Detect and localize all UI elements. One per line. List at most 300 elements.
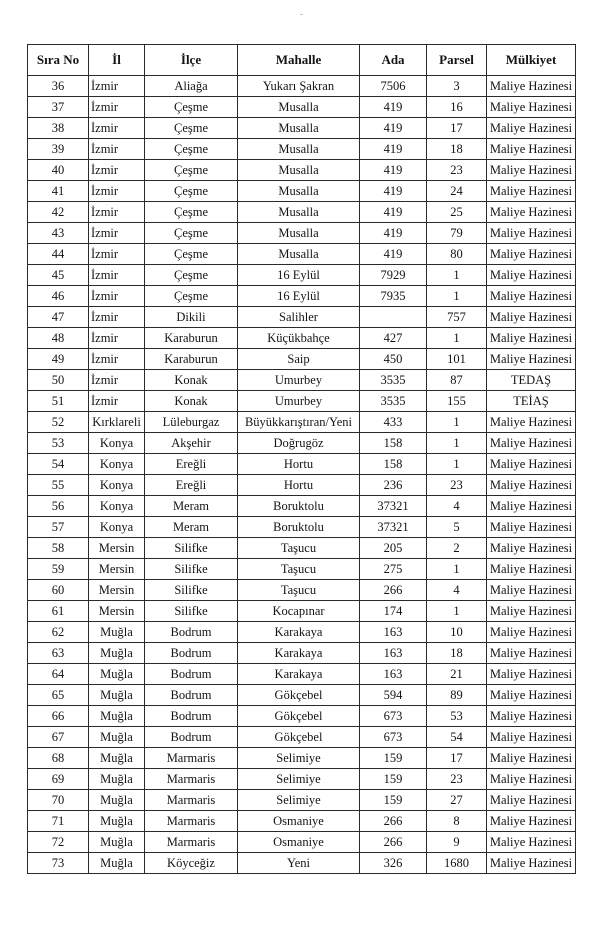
cell-sira-no: 53 <box>28 433 89 454</box>
cell-mulkiyet: Maliye Hazinesi <box>487 118 576 139</box>
cell-ada: 419 <box>360 97 427 118</box>
cell-mulkiyet: Maliye Hazinesi <box>487 643 576 664</box>
cell-parsel: 23 <box>427 475 487 496</box>
cell-mulkiyet: Maliye Hazinesi <box>487 727 576 748</box>
cell-sira-no: 69 <box>28 769 89 790</box>
cell-ilce: Çeşme <box>145 97 238 118</box>
cell-sira-no: 55 <box>28 475 89 496</box>
cell-ada: 266 <box>360 580 427 601</box>
cell-il: Muğla <box>89 853 145 874</box>
header-mahalle: Mahalle <box>238 45 360 76</box>
cell-il: Konya <box>89 433 145 454</box>
cell-mahalle: Karakaya <box>238 643 360 664</box>
table-row <box>28 118 576 139</box>
cell-ada: 673 <box>360 706 427 727</box>
cell-ilce: Lüleburgaz <box>145 412 238 433</box>
cell-il: Mersin <box>89 580 145 601</box>
cell-parsel: 4 <box>427 580 487 601</box>
cell-ilce: Ereğli <box>145 475 238 496</box>
cell-ada: 158 <box>360 454 427 475</box>
cell-ada: 236 <box>360 475 427 496</box>
cell-mulkiyet: Maliye Hazinesi <box>487 601 576 622</box>
cell-ada: 7929 <box>360 265 427 286</box>
cell-ada: 159 <box>360 790 427 811</box>
cell-sira-no: 52 <box>28 412 89 433</box>
cell-mahalle: 16 Eylül <box>238 286 360 307</box>
cell-il: Muğla <box>89 832 145 853</box>
table-row <box>28 265 576 286</box>
table-row <box>28 811 576 832</box>
cell-il: İzmir <box>89 370 145 391</box>
cell-mulkiyet: TEDAŞ <box>487 370 576 391</box>
cell-ilce: Meram <box>145 517 238 538</box>
cell-parsel: 5 <box>427 517 487 538</box>
cell-mulkiyet: Maliye Hazinesi <box>487 496 576 517</box>
table-row <box>28 244 576 265</box>
cell-ada: 174 <box>360 601 427 622</box>
cell-mulkiyet: Maliye Hazinesi <box>487 664 576 685</box>
cell-mahalle: Gökçebel <box>238 727 360 748</box>
cell-mahalle: 16 Eylül <box>238 265 360 286</box>
cell-parsel: 80 <box>427 244 487 265</box>
cell-il: İzmir <box>89 328 145 349</box>
cell-mulkiyet: Maliye Hazinesi <box>487 475 576 496</box>
cell-sira-no: 56 <box>28 496 89 517</box>
cell-il: İzmir <box>89 307 145 328</box>
table-row <box>28 664 576 685</box>
cell-ilce: Çeşme <box>145 202 238 223</box>
cell-mulkiyet: TEİAŞ <box>487 391 576 412</box>
cell-ilce: Karaburun <box>145 349 238 370</box>
cell-mahalle: Musalla <box>238 118 360 139</box>
cell-ilce: Silifke <box>145 601 238 622</box>
table-row <box>28 853 576 874</box>
cell-ilce: Karaburun <box>145 328 238 349</box>
cell-ilce: Konak <box>145 391 238 412</box>
cell-sira-no: 72 <box>28 832 89 853</box>
cell-parsel: 757 <box>427 307 487 328</box>
cell-parsel: 10 <box>427 622 487 643</box>
cell-ada: 326 <box>360 853 427 874</box>
cell-ilce: Bodrum <box>145 622 238 643</box>
cell-sira-no: 39 <box>28 139 89 160</box>
cell-sira-no: 51 <box>28 391 89 412</box>
table-row <box>28 454 576 475</box>
cell-mahalle: Yukarı Şakran <box>238 76 360 97</box>
cell-parsel: 23 <box>427 160 487 181</box>
table-row <box>28 391 576 412</box>
cell-ada: 427 <box>360 328 427 349</box>
cell-ada: 275 <box>360 559 427 580</box>
cell-sira-no: 61 <box>28 601 89 622</box>
cell-il: İzmir <box>89 202 145 223</box>
cell-sira-no: 58 <box>28 538 89 559</box>
cell-il: Konya <box>89 475 145 496</box>
cell-ada: 266 <box>360 832 427 853</box>
cell-ilce: Silifke <box>145 580 238 601</box>
cell-mahalle: Selimiye <box>238 790 360 811</box>
cell-mulkiyet: Maliye Hazinesi <box>487 265 576 286</box>
cell-mulkiyet: Maliye Hazinesi <box>487 832 576 853</box>
cell-mahalle: Büyükkarıştıran/Yeni <box>238 412 360 433</box>
table-row <box>28 643 576 664</box>
cell-mulkiyet: Maliye Hazinesi <box>487 433 576 454</box>
table-row <box>28 202 576 223</box>
cell-mulkiyet: Maliye Hazinesi <box>487 790 576 811</box>
cell-mahalle: Selimiye <box>238 748 360 769</box>
cell-mahalle: Musalla <box>238 160 360 181</box>
cell-ilce: Silifke <box>145 538 238 559</box>
header-sira-no: Sıra No <box>28 45 89 76</box>
cell-parsel: 1680 <box>427 853 487 874</box>
table-row <box>28 580 576 601</box>
cell-il: Kırklareli <box>89 412 145 433</box>
cell-ada: 163 <box>360 664 427 685</box>
cell-mahalle: Salihler <box>238 307 360 328</box>
cell-sira-no: 67 <box>28 727 89 748</box>
cell-mahalle: Gökçebel <box>238 685 360 706</box>
table-row <box>28 622 576 643</box>
table-row <box>28 559 576 580</box>
cell-parsel: 1 <box>427 412 487 433</box>
cell-sira-no: 43 <box>28 223 89 244</box>
cell-parsel: 4 <box>427 496 487 517</box>
cell-mulkiyet: Maliye Hazinesi <box>487 76 576 97</box>
cell-sira-no: 60 <box>28 580 89 601</box>
cell-sira-no: 54 <box>28 454 89 475</box>
cell-mulkiyet: Maliye Hazinesi <box>487 685 576 706</box>
cell-sira-no: 64 <box>28 664 89 685</box>
cell-ilce: Konak <box>145 370 238 391</box>
cell-parsel: 1 <box>427 454 487 475</box>
cell-sira-no: 38 <box>28 118 89 139</box>
table-row <box>28 307 576 328</box>
cell-ilce: Aliağa <box>145 76 238 97</box>
cell-ada: 594 <box>360 685 427 706</box>
table-row <box>28 412 576 433</box>
table-row <box>28 496 576 517</box>
cell-sira-no: 66 <box>28 706 89 727</box>
cell-mulkiyet: Maliye Hazinesi <box>487 748 576 769</box>
cell-ada: 419 <box>360 244 427 265</box>
cell-ada: 433 <box>360 412 427 433</box>
cell-mulkiyet: Maliye Hazinesi <box>487 181 576 202</box>
cell-ada: 3535 <box>360 370 427 391</box>
cell-il: Muğla <box>89 769 145 790</box>
cell-ada: 419 <box>360 181 427 202</box>
cell-il: Muğla <box>89 811 145 832</box>
cell-mulkiyet: Maliye Hazinesi <box>487 307 576 328</box>
table-body <box>28 76 576 874</box>
cell-il: İzmir <box>89 118 145 139</box>
cell-mulkiyet: Maliye Hazinesi <box>487 202 576 223</box>
cell-mahalle: Doğrugöz <box>238 433 360 454</box>
cell-mahalle: Hortu <box>238 454 360 475</box>
cell-mulkiyet: Maliye Hazinesi <box>487 538 576 559</box>
cell-ilce: Bodrum <box>145 643 238 664</box>
cell-parsel: 1 <box>427 265 487 286</box>
cell-ilce: Marmaris <box>145 769 238 790</box>
cell-sira-no: 68 <box>28 748 89 769</box>
header-ada: Ada <box>360 45 427 76</box>
cell-mulkiyet: Maliye Hazinesi <box>487 580 576 601</box>
cell-mahalle: Musalla <box>238 202 360 223</box>
table-row <box>28 76 576 97</box>
cell-mahalle: Boruktolu <box>238 517 360 538</box>
cell-mahalle: Umurbey <box>238 370 360 391</box>
parcel-table <box>27 44 576 874</box>
cell-ilce: Bodrum <box>145 664 238 685</box>
table-row <box>28 538 576 559</box>
cell-ada: 7506 <box>360 76 427 97</box>
cell-mahalle: Taşucu <box>238 559 360 580</box>
cell-ada: 673 <box>360 727 427 748</box>
cell-mahalle: Kocapınar <box>238 601 360 622</box>
table-row <box>28 601 576 622</box>
cell-parsel: 89 <box>427 685 487 706</box>
cell-il: İzmir <box>89 286 145 307</box>
cell-sira-no: 65 <box>28 685 89 706</box>
cell-ada: 450 <box>360 349 427 370</box>
cell-ada <box>360 307 427 328</box>
table-row <box>28 181 576 202</box>
cell-mulkiyet: Maliye Hazinesi <box>487 706 576 727</box>
cell-il: Muğla <box>89 685 145 706</box>
cell-sira-no: 46 <box>28 286 89 307</box>
cell-sira-no: 49 <box>28 349 89 370</box>
cell-mulkiyet: Maliye Hazinesi <box>487 622 576 643</box>
cell-sira-no: 71 <box>28 811 89 832</box>
cell-il: Muğla <box>89 727 145 748</box>
cell-mahalle: Musalla <box>238 223 360 244</box>
cell-parsel: 101 <box>427 349 487 370</box>
cell-sira-no: 63 <box>28 643 89 664</box>
cell-mulkiyet: Maliye Hazinesi <box>487 160 576 181</box>
cell-parsel: 1 <box>427 559 487 580</box>
cell-mulkiyet: Maliye Hazinesi <box>487 286 576 307</box>
cell-ilce: Çeşme <box>145 118 238 139</box>
cell-ilce: Akşehir <box>145 433 238 454</box>
cell-ada: 3535 <box>360 391 427 412</box>
cell-ilce: Çeşme <box>145 181 238 202</box>
cell-parsel: 24 <box>427 181 487 202</box>
cell-ada: 205 <box>360 538 427 559</box>
cell-sira-no: 47 <box>28 307 89 328</box>
cell-ada: 266 <box>360 811 427 832</box>
cell-sira-no: 42 <box>28 202 89 223</box>
cell-il: Mersin <box>89 601 145 622</box>
cell-sira-no: 37 <box>28 97 89 118</box>
table-row <box>28 349 576 370</box>
cell-sira-no: 48 <box>28 328 89 349</box>
cell-ada: 419 <box>360 118 427 139</box>
cell-parsel: 3 <box>427 76 487 97</box>
cell-ilce: Marmaris <box>145 832 238 853</box>
cell-mahalle: Karakaya <box>238 622 360 643</box>
cell-mahalle: Boruktolu <box>238 496 360 517</box>
cell-il: İzmir <box>89 391 145 412</box>
cell-mulkiyet: Maliye Hazinesi <box>487 454 576 475</box>
table-row <box>28 685 576 706</box>
cell-ilce: Çeşme <box>145 244 238 265</box>
cell-mahalle: Musalla <box>238 97 360 118</box>
cell-ilce: Köyceğiz <box>145 853 238 874</box>
header-il: İl <box>89 45 145 76</box>
cell-mahalle: Taşucu <box>238 538 360 559</box>
cell-parsel: 2 <box>427 538 487 559</box>
scan-artifact <box>300 14 303 15</box>
header-ilce: İlçe <box>145 45 238 76</box>
cell-il: Mersin <box>89 559 145 580</box>
cell-sira-no: 44 <box>28 244 89 265</box>
table-row <box>28 370 576 391</box>
cell-ada: 163 <box>360 622 427 643</box>
cell-mulkiyet: Maliye Hazinesi <box>487 244 576 265</box>
cell-mahalle: Saip <box>238 349 360 370</box>
cell-ilce: Bodrum <box>145 706 238 727</box>
table-row <box>28 517 576 538</box>
cell-parsel: 27 <box>427 790 487 811</box>
cell-ilce: Marmaris <box>145 748 238 769</box>
cell-ilce: Çeşme <box>145 139 238 160</box>
table-row <box>28 832 576 853</box>
cell-ada: 37321 <box>360 517 427 538</box>
cell-il: Muğla <box>89 790 145 811</box>
cell-sira-no: 70 <box>28 790 89 811</box>
cell-ada: 159 <box>360 748 427 769</box>
cell-il: İzmir <box>89 223 145 244</box>
cell-ada: 419 <box>360 202 427 223</box>
cell-il: İzmir <box>89 139 145 160</box>
cell-mulkiyet: Maliye Hazinesi <box>487 811 576 832</box>
cell-mahalle: Musalla <box>238 181 360 202</box>
cell-ilce: Çeşme <box>145 223 238 244</box>
cell-parsel: 23 <box>427 769 487 790</box>
cell-il: Muğla <box>89 643 145 664</box>
table-row <box>28 286 576 307</box>
cell-sira-no: 62 <box>28 622 89 643</box>
cell-il: Mersin <box>89 538 145 559</box>
cell-ilce: Dikili <box>145 307 238 328</box>
cell-il: İzmir <box>89 244 145 265</box>
cell-parsel: 87 <box>427 370 487 391</box>
cell-mulkiyet: Maliye Hazinesi <box>487 328 576 349</box>
cell-ilce: Silifke <box>145 559 238 580</box>
cell-ilce: Meram <box>145 496 238 517</box>
cell-parsel: 17 <box>427 118 487 139</box>
cell-parsel: 21 <box>427 664 487 685</box>
header-parsel: Parsel <box>427 45 487 76</box>
cell-mulkiyet: Maliye Hazinesi <box>487 769 576 790</box>
cell-ilce: Marmaris <box>145 790 238 811</box>
cell-mahalle: Selimiye <box>238 769 360 790</box>
cell-il: Muğla <box>89 664 145 685</box>
cell-ada: 159 <box>360 769 427 790</box>
cell-mulkiyet: Maliye Hazinesi <box>487 97 576 118</box>
cell-ilce: Bodrum <box>145 727 238 748</box>
cell-il: İzmir <box>89 160 145 181</box>
cell-il: Muğla <box>89 622 145 643</box>
cell-parsel: 1 <box>427 601 487 622</box>
cell-parsel: 18 <box>427 139 487 160</box>
cell-il: İzmir <box>89 76 145 97</box>
cell-ada: 7935 <box>360 286 427 307</box>
cell-il: İzmir <box>89 349 145 370</box>
table-row <box>28 139 576 160</box>
cell-ilce: Çeşme <box>145 265 238 286</box>
table-row <box>28 748 576 769</box>
cell-parsel: 9 <box>427 832 487 853</box>
cell-il: Konya <box>89 496 145 517</box>
cell-mulkiyet: Maliye Hazinesi <box>487 223 576 244</box>
cell-ilce: Ereğli <box>145 454 238 475</box>
table-row <box>28 790 576 811</box>
cell-ada: 158 <box>360 433 427 454</box>
cell-mulkiyet: Maliye Hazinesi <box>487 853 576 874</box>
cell-ada: 419 <box>360 160 427 181</box>
cell-il: Muğla <box>89 706 145 727</box>
cell-sira-no: 59 <box>28 559 89 580</box>
cell-mulkiyet: Maliye Hazinesi <box>487 139 576 160</box>
cell-parsel: 155 <box>427 391 487 412</box>
cell-parsel: 79 <box>427 223 487 244</box>
cell-il: İzmir <box>89 97 145 118</box>
table-row <box>28 433 576 454</box>
cell-mahalle: Yeni <box>238 853 360 874</box>
cell-parsel: 1 <box>427 433 487 454</box>
cell-sira-no: 50 <box>28 370 89 391</box>
cell-sira-no: 36 <box>28 76 89 97</box>
cell-mahalle: Taşucu <box>238 580 360 601</box>
cell-parsel: 17 <box>427 748 487 769</box>
cell-mulkiyet: Maliye Hazinesi <box>487 517 576 538</box>
cell-parsel: 16 <box>427 97 487 118</box>
cell-mahalle: Küçükbahçe <box>238 328 360 349</box>
cell-il: İzmir <box>89 181 145 202</box>
cell-il: Konya <box>89 517 145 538</box>
cell-sira-no: 57 <box>28 517 89 538</box>
cell-mahalle: Hortu <box>238 475 360 496</box>
cell-sira-no: 45 <box>28 265 89 286</box>
table-row <box>28 223 576 244</box>
cell-ilce: Bodrum <box>145 685 238 706</box>
cell-mulkiyet: Maliye Hazinesi <box>487 559 576 580</box>
document-page <box>27 44 575 874</box>
header-mulkiyet-label: Mülkiyet <box>505 52 557 67</box>
table-row <box>28 475 576 496</box>
cell-ada: 419 <box>360 139 427 160</box>
cell-mahalle: Osmaniye <box>238 811 360 832</box>
cell-mahalle: Osmaniye <box>238 832 360 853</box>
cell-parsel: 18 <box>427 643 487 664</box>
cell-sira-no: 73 <box>28 853 89 874</box>
cell-mahalle: Gökçebel <box>238 706 360 727</box>
cell-mulkiyet: Maliye Hazinesi <box>487 349 576 370</box>
cell-mahalle: Musalla <box>238 244 360 265</box>
cell-il: Muğla <box>89 748 145 769</box>
cell-ada: 163 <box>360 643 427 664</box>
table-row <box>28 97 576 118</box>
header-mulkiyet <box>487 45 576 76</box>
table-row <box>28 160 576 181</box>
cell-mahalle: Umurbey <box>238 391 360 412</box>
cell-mahalle: Musalla <box>238 139 360 160</box>
cell-parsel: 54 <box>427 727 487 748</box>
cell-sira-no: 41 <box>28 181 89 202</box>
cell-il: Konya <box>89 454 145 475</box>
cell-ilce: Marmaris <box>145 811 238 832</box>
cell-parsel: 1 <box>427 286 487 307</box>
